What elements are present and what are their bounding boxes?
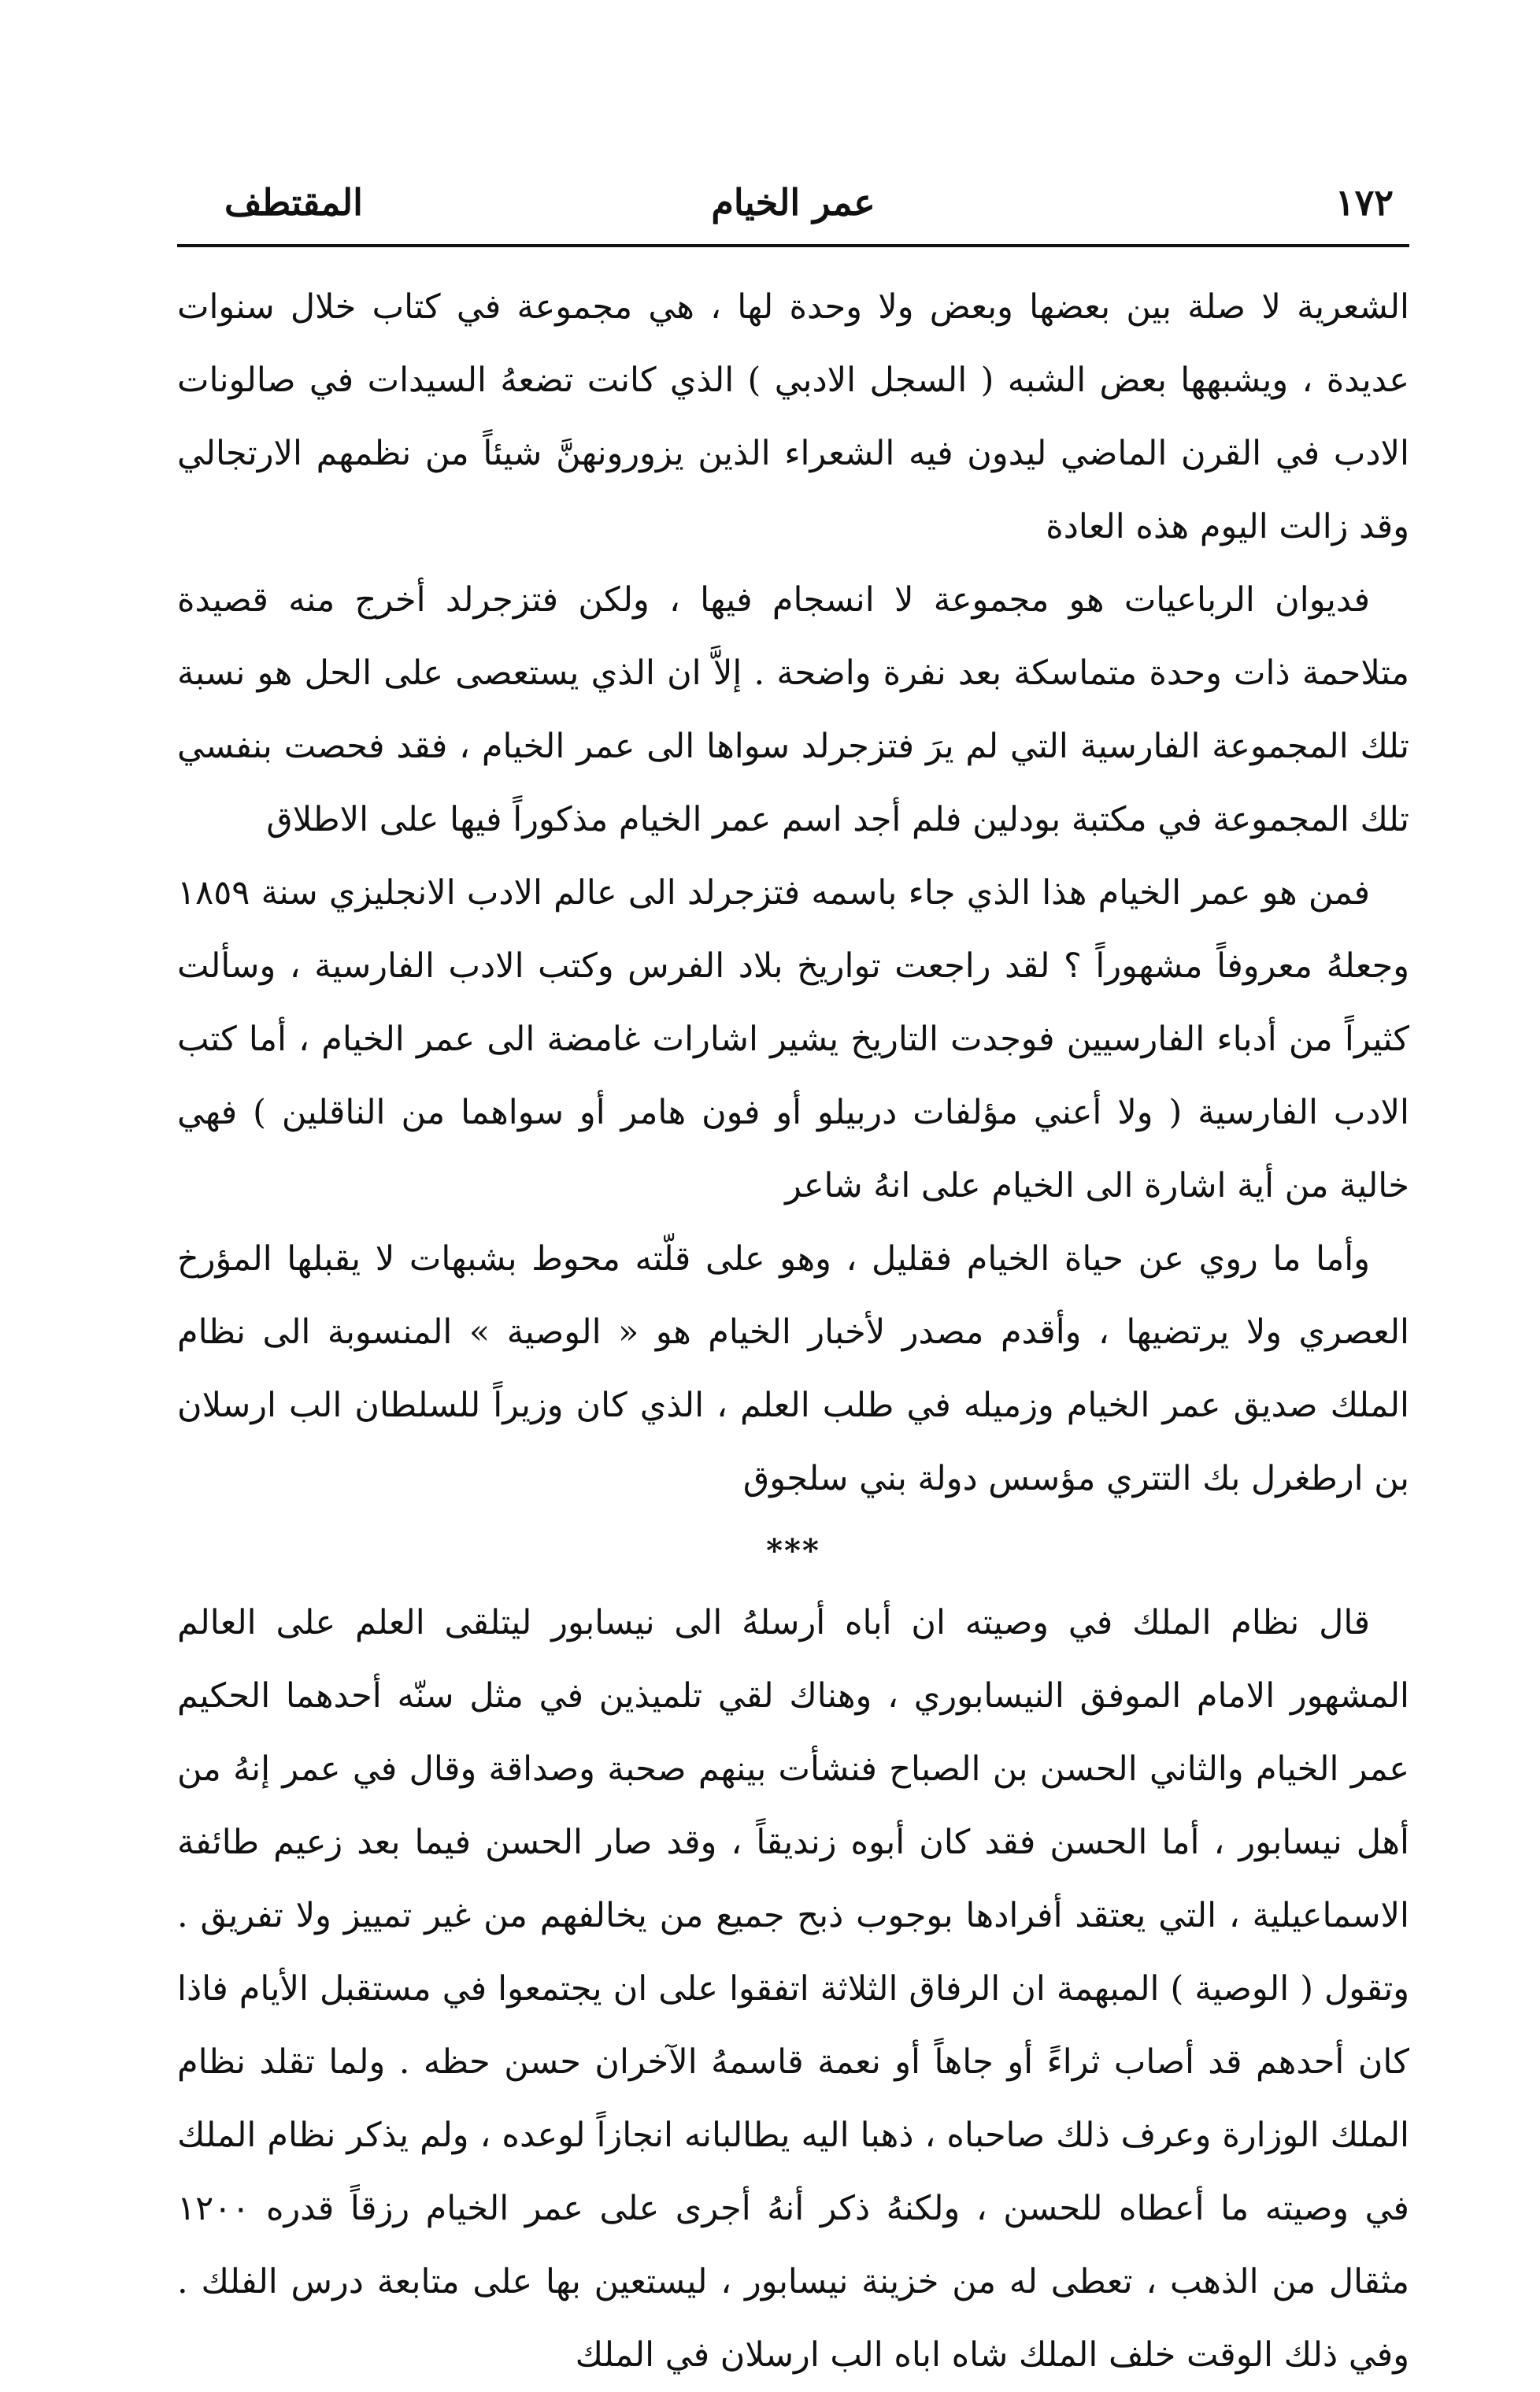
header-rule (177, 244, 1409, 247)
journal-name: المقتطف (224, 181, 363, 224)
paragraph: وأما ما روي عن حياة الخيام فقليل ، وهو على قلّته محوط بشبهات لا يقبلها المؤرخ العصري ولا يرتضيها ، وأقدم مصدر لأخبار الخيام هو « الوصية » المنسوبة الى نظام الملك صديق عمر الخيام وزميله في طلب العلم ، الذي كان وزيراً للسلطان الب ارسلان بن ارطغرل بك التتري مؤسس دولة بني سلجوق (177, 1239, 1409, 1498)
section-separator: *** (766, 1532, 820, 1569)
paragraph: فديوان الرباعيات هو مجموعة لا انسجام فيها ، ولكن فتزجرلد أخرج منه قصيدة متلاحمة ذات وحدة متماسكة بعد نفرة واضحة . إلاَّ ان الذي يستعصى على الحل هو نسبة تلك المجموعة الفارسية التي لم يرَ فتزجرلد سواها الى عمر الخيام ، فقد فحصت بنفسي تلك المجموعة في مكتبة بودلين فلم أجد اسم عمر الخيام مذكوراً فيها على الاطلاق (177, 580, 1409, 839)
running-head (177, 157, 1409, 244)
page-number: ١٧٢ (1335, 181, 1394, 224)
paragraph: قال نظام الملك في وصيته ان أباه أرسلهُ الى نيسابور ليتلقى العلم على العالم المشهور الامام الموفق النيسابوري ، وهناك لقي تلميذين في مثل سنّه أحدهما الحكيم عمر الخيام والثاني الحسن بن الصباح فنشأت بينهم صحبة وصداقة وقال في عمر إنهُ من أهل نيسابور ، أما الحسن فقد كان أبوه زنديقاً ، وقد صار الحسن فيما بعد زعيم طائفة الاسماعيلية ، التي يعتقد أفرادها بوجوب ذبح جميع من يخالفهم من غير تمييز ولا تفريق . وتقول ( الوصية ) المبهمة ان الرفاق الثلاثة اتفقوا على ان يجتمعوا في مستقبل الأيام فاذا كان أحدهم قد أصاب ثراءً أو جاهاً أو نعمة قاسمهُ الآخران حسن حظه . ولما تقلد نظام الملك الوزارة وعرف ذلك صاحباه ، ذهبا اليه يطالبانه انجازاً لوعده ، ولم يذكر نظام الملك في وصيته ما أعطاه للحسن ، ولكنهُ ذكر أنهُ أجرى على عمر الخيام رزقاً قدره ١٢٠٠ مثقال من الذهب ، تعطى له من خزينة نيسابور ، ليستعين بها على متابعة درس الفلك . وفي ذلك الوقت خلف الملك شاه اباه الب ارسلان في الملك (177, 1603, 1409, 2375)
chapter-title: عمر الخيام (711, 181, 876, 224)
paragraph: الشعرية لا صلة بين بعضها وبعض ولا وحدة لها ، هي مجموعة في كتاب خلال سنوات عديدة ، ويشبهها بعض الشبه ( السجل الادبي ) الذي كانت تضعهُ السيدات في صالونات الادب في القرن الماضي ليدون فيه الشعراء الذين يزورونهنَّ شيئاً من نظمهم الارتجالي وقد زالت اليوم هذه العادة (177, 287, 1409, 546)
paragraph: فمن هو عمر الخيام هذا الذي جاء باسمه فتزجرلد الى عالم الادب الانجليزي سنة ١٨٥٩ وجعلهُ معروفاً مشهوراً ؟ لقد راجعت تواريخ بلاد الفرس وكتب الادب الفارسية ، وسألت كثيراً من أدباء الفارسيين فوجدت التاريخ يشير اشارات غامضة الى عمر الخيام ، أما كتب الادب الفارسية ( ولا أعني مؤلفات دربيلو أو فون هامر أو سواهما من الناقلين ) فهي خالية من أية اشارة الى الخيام على انهُ شاعر (177, 873, 1410, 1205)
book-page (177, 157, 1410, 2375)
body-text (177, 271, 1409, 2392)
